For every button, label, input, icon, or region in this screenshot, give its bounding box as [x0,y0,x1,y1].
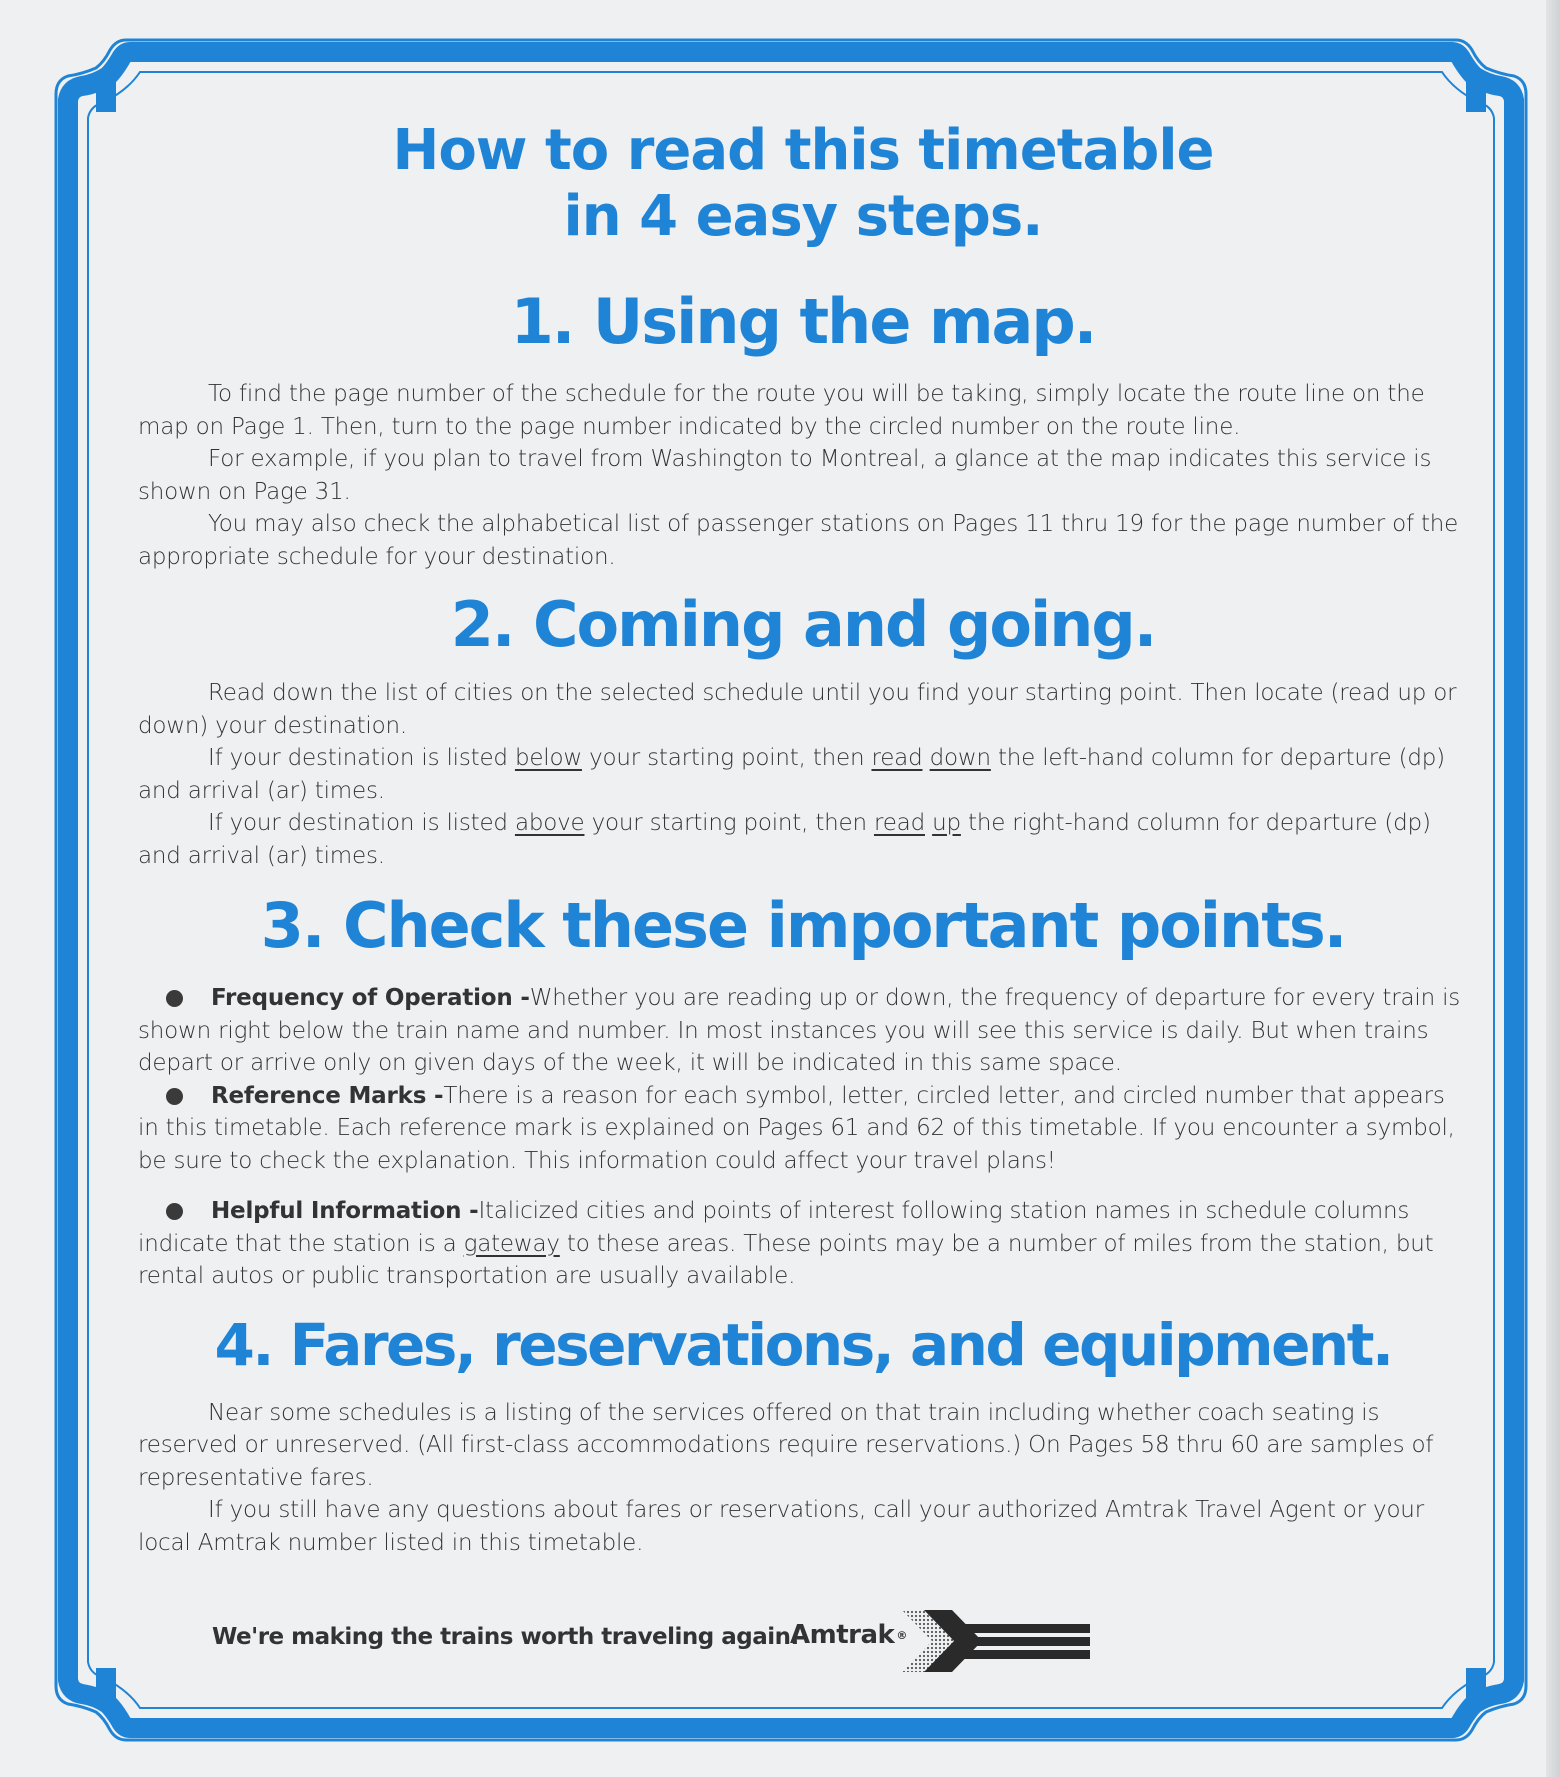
page-title [138,118,1468,250]
title-line-1: How to read this timetable [392,118,1214,183]
slogan: We're making the trains worth traveling again. [212,1624,799,1650]
brand-name: Amtrak ® [790,1620,907,1650]
section-1-heading: 1. Using the map. [510,285,1096,358]
section-4-body [138,1397,1468,1560]
section-2-paragraph-1: Read down the list of cities on the selected schedule until you find your starting point. Then locate (read up or down) your destination. [138,680,1457,739]
main-content [138,118,1468,1559]
section-3-body [138,982,1468,1293]
bullet-frequency: Frequency of Operation -Whether you are reading up or down, the frequency of departure for every train is shown right below the train name and number. In most instances you will see this service is daily. But when trains depart or arrive only on given days of the week, it will be indicated in this same space. [138,985,1461,1076]
title-line-2: in 4 easy steps. [563,184,1043,249]
section-4-heading: 4. Fares, reservations, and equipment. [214,1310,1392,1379]
amtrak-arrow-logo-icon [902,1610,1092,1672]
bullet-dot-icon [166,1203,183,1220]
section-1-paragraph-1: To find the page number of the schedule for the route you will be taking, simply locate the route line on the map on Page 1. Then, turn to the page number indicated by the circled number on the route line. [138,381,1425,440]
section-2-paragraph-3: If your destination is listed above your starting point, then read up the right-hand column for departure (dp) and arrival (ar) times. [138,810,1431,869]
section-1-paragraph-2: For example, if you plan to travel from Washington to Montreal, a glance at the map indicates this service is shown on Page 31. [138,446,1432,505]
section-4-paragraph-1: Near some schedules is a listing of the services offered on that train including whether coach seating is reserved or unreserved. (All first-class accommodations require reservations.) On Pages 58 thru 60 are samples of representative fares. [138,1399,1434,1491]
section-1-paragraph-3: You may also check the alphabetical list of passenger stations on Pages 11 thru 19 for the page number of the appropriate schedule for your destination. [138,511,1459,570]
bullet-reference-marks: Reference Marks -There is a reason for each symbol, letter, circled letter, and circled number that appears in this timetable. Each reference mark is explained on Pages 61 and 62 of this timetable. If you encounter a symbol, be sure to check the explanation. This information could affect your travel plans! [138,1082,1455,1174]
section-3-heading: 3. Check these important points. [260,889,1346,962]
footer [212,1610,1092,1670]
section-1-body [138,378,1468,573]
section-2-body [138,677,1468,872]
section-4-paragraph-2: If you still have any questions about fares or reservations, call your authorized Amtrak Travel Agent or your local Amtrak number listed in this timetable. [138,1497,1424,1556]
section-2-paragraph-2: If your destination is listed below your starting point, then read down the left-hand column for departure (dp) and arrival (ar) times. [138,745,1445,804]
bullet-dot-icon [166,1088,183,1105]
bullet-helpful-info: Helpful Information -Italicized cities and points of interest following station names in schedule columns indicate that the station is a gateway to these areas. These points may be a number of miles from the station, but rental autos or public transportation are usually available. [138,1198,1434,1289]
bullet-dot-icon [166,990,183,1007]
section-2-heading: 2. Coming and going. [450,588,1156,661]
